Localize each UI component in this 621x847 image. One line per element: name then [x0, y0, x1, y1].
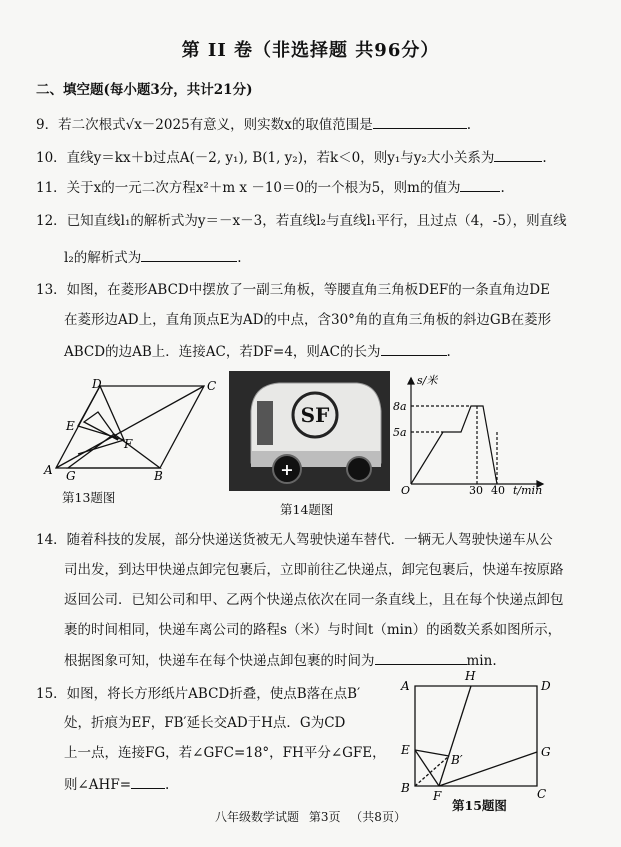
- label-d: D: [92, 377, 102, 391]
- x-tick-30: 30: [469, 484, 483, 497]
- question-9: 9．若二次根式√x－2025有意义，则实数x的取值范围是 .: [36, 114, 471, 134]
- question-14-line2: 司出发，到达甲快递点卸完包裹后，立即前往乙快递点，卸完包裹后，快递车按原路: [64, 562, 564, 578]
- y-tick-5a: 5a: [393, 426, 407, 439]
- question-11-text: 11．关于x的一元二次方程x²＋m x －10＝0的一个根为5，则m的值为: [36, 180, 461, 196]
- question-13-line1: 13．如图，在菱形ABCD中摆放了一副三角板，等腰直角三角板DEF的一条直角边DE: [36, 282, 550, 298]
- question-15-line3: 上一点，连接FG，若∠GFC=18°，FH平分∠GFE，: [64, 745, 386, 761]
- question-12-line1: 12．已知直线l₁的解析式为y＝－x－3，若直线l₂与直线l₁平行，且过点（4，-5），则直线: [36, 213, 567, 229]
- figure-15-rectangle: [397, 668, 557, 810]
- segment-eb-prime: [415, 750, 449, 756]
- label-d: D: [541, 679, 551, 693]
- label-c: C: [537, 787, 547, 801]
- line-fh: [439, 686, 471, 786]
- figure-13-caption: 第13题图: [62, 490, 116, 505]
- question-14-line5: 根据图象可知，快递车在每个快递点卸包裹的时间为 min.: [64, 650, 497, 670]
- question-15-line4: 则∠AHF= .: [64, 774, 169, 794]
- question-13-line2: 在菱形边AD上，直角顶点E为AD的中点，含30°角的直角三角板的斜边GB在菱形: [64, 312, 552, 328]
- label-a: A: [401, 679, 410, 693]
- answer-blank-10[interactable]: [494, 147, 542, 162]
- y-tick-8a: 8a: [393, 400, 407, 413]
- triangle-def: [78, 386, 124, 440]
- y-axis-label: s/米: [417, 374, 438, 387]
- question-15-line1: 15．如图，将长方形纸片ABCD折叠，使点B落在点B′: [36, 686, 361, 702]
- label-a: A: [44, 463, 53, 477]
- question-10: 10．直线y＝kx＋b过点A(－2, y₁), B(1, y₂)，若k＜0，则y₁与y₂大小关系为 .: [36, 147, 547, 167]
- figure-13-rhombus: [42, 372, 227, 502]
- section-heading: 二、填空题(每小题3分，共计21分): [36, 82, 253, 98]
- question-14-line3: 返回公司．已知公司和甲、乙两个快递点依次在同一条直线上，且在每个快递点卸包: [64, 592, 564, 608]
- label-g: G: [541, 745, 551, 759]
- label-b: B: [401, 781, 410, 795]
- label-b-prime: B′: [451, 753, 463, 767]
- rectangle-abcd: [415, 686, 537, 786]
- answer-blank-15[interactable]: [131, 774, 165, 789]
- question-9-text: 9．若二次根式√x－2025有意义，则实数x的取值范围是: [36, 117, 373, 133]
- answer-blank-12[interactable]: [141, 247, 237, 262]
- figure-15-caption: 第15题图: [452, 798, 507, 813]
- label-e: E: [401, 743, 410, 757]
- question-14-line4: 裹的时间相同，快递车离公司的路程s（米）与时间t（min）的函数关系如图所示，: [64, 622, 562, 638]
- figure-14-caption: 第14题图: [280, 502, 334, 517]
- answer-blank-11[interactable]: [460, 177, 500, 192]
- delivery-vehicle-photo: [229, 371, 390, 491]
- question-10-text: 10．直线y＝kx＋b过点A(－2, y₁), B(1, y₂)，若k＜0，则y₁与y₂大小关系为: [36, 150, 495, 166]
- label-e: E: [66, 419, 75, 433]
- answer-blank-13[interactable]: [381, 341, 447, 356]
- x-tick-40: 40: [491, 484, 505, 497]
- question-11: 11．关于x的一元二次方程x²＋m x －10＝0的一个根为5，则m的值为 .: [36, 177, 505, 197]
- label-f: F: [433, 789, 442, 803]
- origin-label: O: [401, 484, 411, 497]
- label-h: H: [465, 669, 476, 683]
- sf-logo: SF: [300, 403, 330, 427]
- distance-time-graph: [393, 372, 553, 497]
- x-axis-label: t/min: [513, 484, 543, 497]
- graph-line: [411, 406, 497, 484]
- question-15-line2: 处，折痕为EF，FB′延长交AD于H点．G为CD: [64, 715, 346, 731]
- answer-blank-9[interactable]: [373, 114, 467, 129]
- question-12-line2: l₂的解析式为 .: [64, 247, 242, 267]
- y-axis-arrow: [408, 378, 414, 384]
- plus-icon: +: [280, 460, 294, 479]
- rear-wheel: [347, 457, 371, 481]
- label-b: B: [154, 469, 163, 483]
- page-title: 第 II 卷（非选择题 共96分）: [181, 40, 440, 61]
- answer-blank-14[interactable]: [375, 650, 467, 665]
- triangle-30-degree: [68, 434, 160, 468]
- page-footer: 八年级数学试题 第3页 （共8页）: [215, 810, 406, 824]
- label-g: G: [66, 469, 76, 483]
- vehicle-window: [257, 401, 273, 445]
- label-c: C: [207, 379, 217, 393]
- question-14-line1: 14．随着科技的发展，部分快递送货被无人驾驶快递车替代．一辆无人驾驶快递车从公: [36, 532, 553, 548]
- label-f: F: [124, 437, 133, 451]
- question-13-line3: ABCD的边AB上．连接AC，若DF=4，则AC的长为 .: [64, 341, 451, 361]
